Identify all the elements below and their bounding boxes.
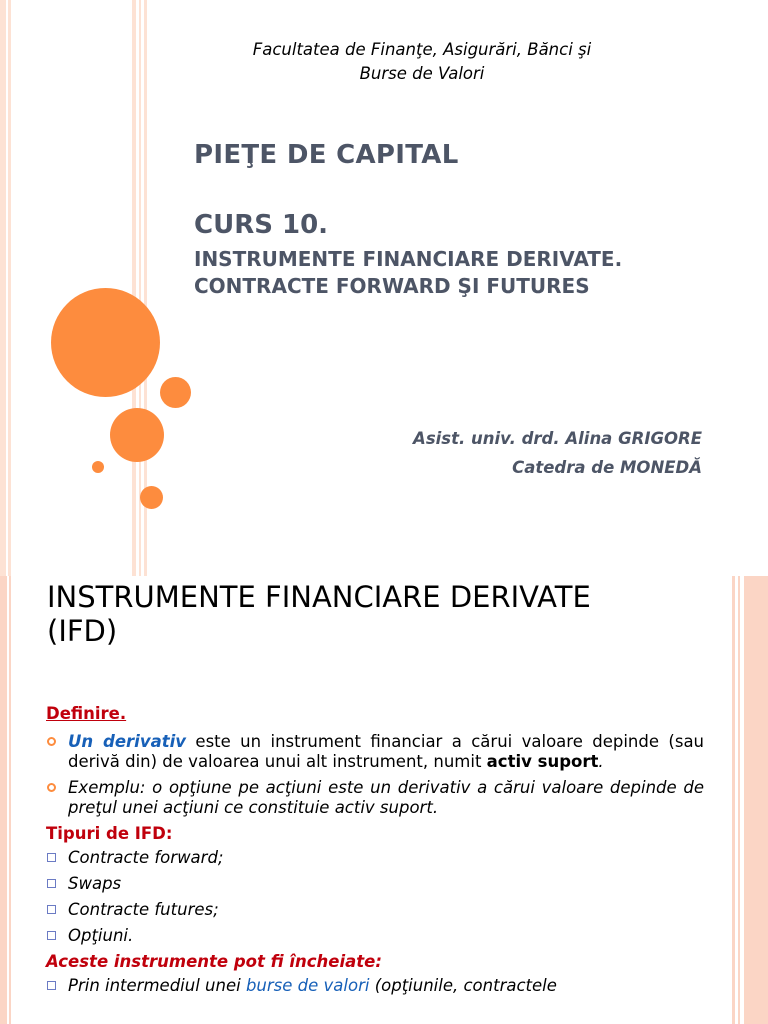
circle-bullet-icon <box>47 737 56 746</box>
type-item <box>46 900 704 920</box>
concluded-suffix: (opţiunile, contractele <box>369 976 557 995</box>
type-item <box>46 926 704 946</box>
decorative-left-line <box>9 576 11 1024</box>
concluded-item <box>46 976 704 996</box>
square-bullet-icon <box>47 905 56 914</box>
type-item <box>46 874 704 894</box>
subtitle-line-2: CONTRACTE FORWARD ŞI FUTURES <box>194 274 590 298</box>
type-futures: Contracte futures; <box>68 900 219 919</box>
definition-heading: Definire. <box>46 704 127 723</box>
heading-line-2: (IFD) <box>47 614 118 648</box>
concluded-heading <box>46 952 704 972</box>
type-item <box>46 848 704 868</box>
faculty-name <box>160 38 684 86</box>
content-slide <box>0 576 768 1024</box>
definition-text: este un instrument financiar a cărui valoare depinde (sau derivă din) de valoarea unui alt instrument, numit <box>68 732 705 771</box>
underlying-asset-term: activ suport <box>486 752 599 771</box>
course-subtitle <box>194 246 622 300</box>
faculty-line-2: Burse de Valori <box>359 64 485 83</box>
definition-end: . <box>598 752 604 771</box>
slide-title: PIEŢE DE CAPITAL <box>194 140 459 170</box>
type-swaps: Swaps <box>68 874 122 893</box>
author-name: Asist. univ. drd. Alina GRIGORE <box>413 429 702 448</box>
type-options: Opţiuni. <box>68 926 134 945</box>
decorative-circle-small <box>160 377 191 408</box>
slide-heading <box>47 580 707 648</box>
circle-bullet-icon <box>47 783 56 792</box>
concluded-heading-text: Aceste instrumente pot fi încheiate: <box>46 952 382 971</box>
department-name: Catedra de MONEDĂ <box>512 458 702 477</box>
concluded-prefix: Prin intermediul unei <box>68 976 246 995</box>
subtitle-line-1: INSTRUMENTE FINANCIARE DERIVATE. <box>194 247 623 271</box>
stock-exchange-term: burse de valori <box>245 976 370 995</box>
square-bullet-icon <box>47 853 56 862</box>
decorative-left-band <box>0 576 7 1024</box>
author-block <box>413 424 702 482</box>
decorative-circle-medium <box>110 408 164 462</box>
decorative-right-stripes <box>732 576 768 1024</box>
types-heading: Tipuri de IFD: <box>46 824 173 843</box>
decorative-circle-tiny <box>92 461 104 473</box>
type-forward: Contracte forward; <box>68 848 224 867</box>
example-text: Exemplu: o opţiune pe acţiuni este un derivativ a cărui valoare depinde de preţul unei acţiuni ce constituie activ suport. <box>68 778 704 817</box>
decorative-stripes <box>0 0 150 576</box>
course-number: CURS 10. <box>194 210 329 240</box>
derivative-term: Un derivativ <box>68 732 187 751</box>
definition-item <box>46 732 704 772</box>
example-item <box>46 778 704 818</box>
square-bullet-icon <box>47 879 56 888</box>
decorative-circle-small-2 <box>140 486 163 509</box>
slide-body <box>46 704 704 996</box>
square-bullet-icon <box>47 931 56 940</box>
heading-line-1: INSTRUMENTE FINANCIARE DERIVATE <box>47 580 591 614</box>
decorative-circle-large <box>51 288 160 397</box>
square-bullet-icon <box>47 981 56 990</box>
faculty-line-1: Facultatea de Finanţe, Asigurări, Bănci şi <box>252 40 592 59</box>
